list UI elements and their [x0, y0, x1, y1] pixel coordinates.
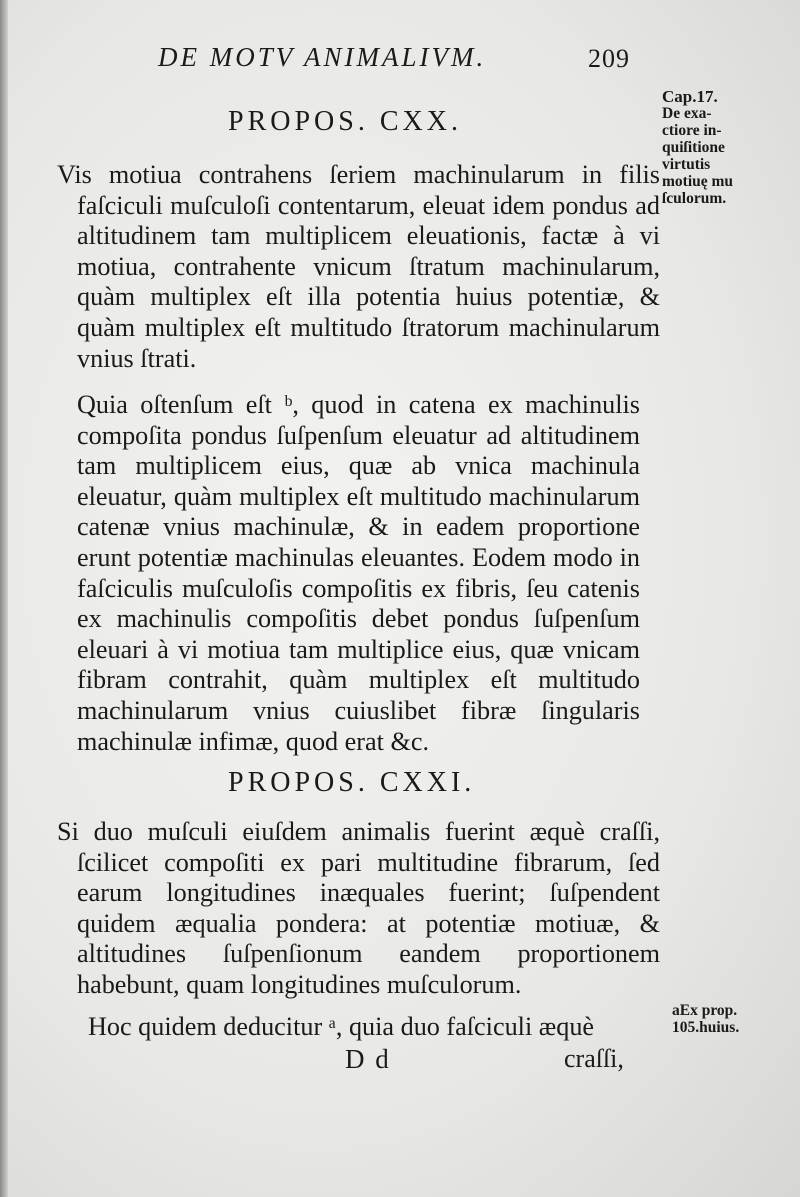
margin-note-line: ctiore in-: [662, 122, 722, 139]
proposition-121-statement: Si duo muſculi eiuſdem animalis fuerint æquè craſſi, ſcilicet compoſiti ex pari multitudine fibrarum, ſed earum longitudines inæquales fuerint; ſuſpendent quidem æqualia pondera: at potentiæ motiuæ, & altitudines ſuſpenſionum eandem proportionem habebunt, quam longitudines muſculorum.: [57, 817, 660, 999]
catchword: craſſi,: [564, 1044, 624, 1073]
margin-note-line: quiſitione: [662, 139, 725, 156]
margin-note-reference: [672, 1002, 792, 1036]
margin-note-line: motiuę mu: [662, 173, 734, 190]
page-number: 209: [588, 44, 630, 73]
proposition-121-proof-start: Hoc quidem deducitur ᵃ, quia duo faſciculi æquè: [88, 1012, 595, 1041]
page-edge-shadow: [0, 0, 8, 1197]
margin-note-line: virtutis: [662, 156, 711, 173]
margin-note-cap: Cap.17.: [662, 87, 718, 106]
proposition-120-title: PROPOS. CXX.: [228, 106, 462, 137]
margin-note-line: aEx prop.: [672, 1002, 738, 1019]
margin-note-line: 105.huius.: [672, 1019, 740, 1036]
margin-note-line: De exa-: [662, 105, 712, 122]
proposition-120-statement: Vis motiua contrahens ſeriem machinularum in filis faſciculi muſculoſi contentarum, eleuat idem pondus ad altitudinem tam multiplicem eleuationis, factæ à vi motiua, contrahente vnicum ſtratum machinularum, quàm multiplex eſt illa potentia huius potentiæ, & quàm multiplex eſt multitudo ſtratorum machinularum vnius ſtrati.: [57, 160, 660, 373]
proposition-120-proof: Quia oſtenſum eſt ᵇ, quod in catena ex machinulis compoſita pondus ſuſpenſum eleuatur ad altitudinem tam multiplicem eius, quæ ab vnica machinula eleuatur, quàm multiplex eſt multitudo machinularum catenæ vnius machinulæ, & in eadem proportione erunt potentiæ machinulas eleuantes. Eodem modo in faſciculis muſculoſis compoſitis ex fibris, ſeu catenis ex machinulis compoſitis debet pondus ſuſpenſum eleuari à vi motiua tam multiplice eius, quæ vnicam fibram contrahit, quàm multiplex eſt multitudo machinularum vnius cuiuslibet fibræ ſingularis machinulæ infimæ, quod erat &c.: [77, 390, 640, 756]
margin-note-line: ſculorum.: [662, 190, 727, 207]
proposition-121-title: PROPOS. CXXI.: [228, 767, 476, 798]
margin-note-chapter: [662, 88, 782, 207]
signature-mark: D d: [345, 1044, 391, 1074]
running-head: DE MOTV ANIMALIVM.: [158, 42, 487, 72]
